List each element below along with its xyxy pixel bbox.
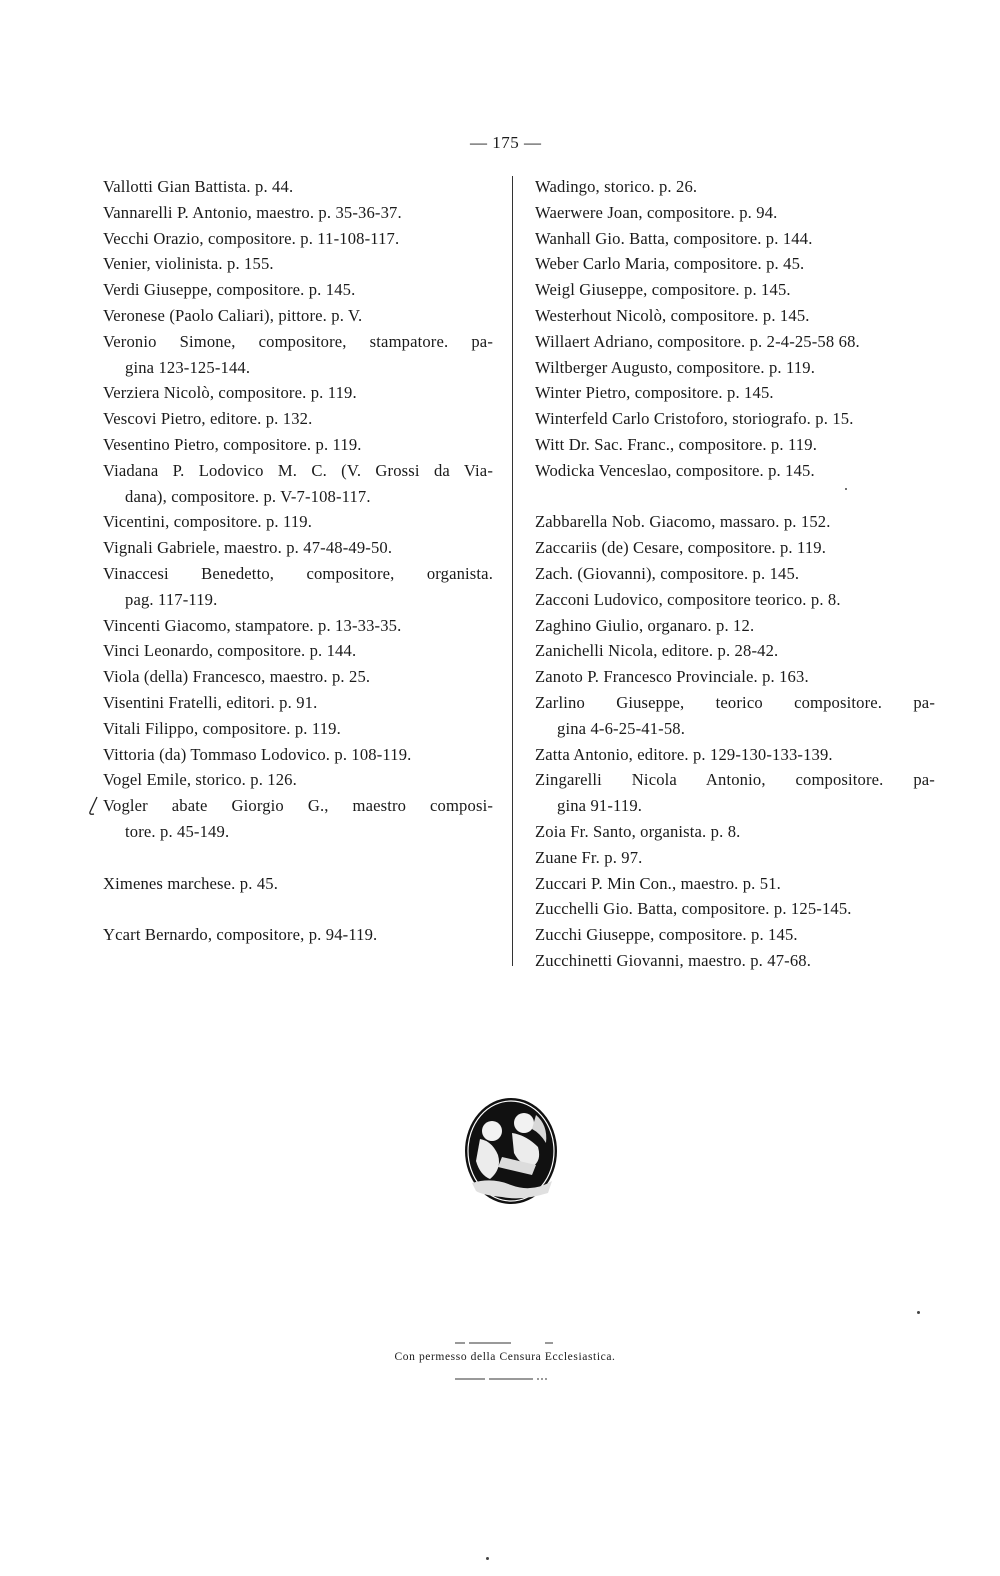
paper-speck bbox=[917, 1311, 920, 1314]
index-entry: Zucchinetti Giovanni, maestro. p. 47-68. bbox=[535, 950, 812, 970]
index-entry-continuation: pag. 117-119. bbox=[125, 589, 218, 609]
index-entry: Wodicka Venceslao, compositore. p. 145. bbox=[535, 460, 815, 480]
index-entry: Zabbarella Nob. Giacomo, massaro. p. 152. bbox=[535, 512, 831, 532]
index-entry: Waerwere Joan, compositore. p. 94. bbox=[535, 202, 778, 222]
index-group-y bbox=[103, 922, 493, 948]
index-entry: Zarlino Giuseppe, teorico compositore. pa- gina 4-6-25-41-58. bbox=[535, 690, 935, 742]
index-entry: Zach. (Giovanni), compositore. p. 145. bbox=[535, 563, 800, 583]
index-entry: Weber Carlo Maria, compositore. p. 45. bbox=[535, 254, 805, 274]
index-entry: Zoia Fr. Santo, organista. p. 8. bbox=[535, 821, 741, 841]
section-gap bbox=[103, 896, 493, 922]
handwritten-correction-mark bbox=[85, 795, 101, 817]
index-entry: Vecchi Orazio, compositore. p. 11-108-117. bbox=[103, 228, 400, 248]
index-entry: Visentini Fratelli, editori. p. 91. bbox=[103, 692, 318, 712]
index-entry: Weigl Giuseppe, compositore. p. 145. bbox=[535, 280, 791, 300]
index-entry: Witt Dr. Sac. Franc., compositore. p. 119. bbox=[535, 434, 817, 454]
index-column-right bbox=[535, 174, 935, 974]
index-entry: Zingarelli Nicola Antonio, compositore. pa- gina 91-119. bbox=[535, 767, 935, 819]
index-entry: Verdi Giuseppe, compositore. p. 145. bbox=[103, 280, 356, 300]
index-entry: Venier, violinista. p. 155. bbox=[103, 254, 274, 274]
index-entry-continuation: dana), compositore. p. V-7-108-117. bbox=[125, 486, 371, 506]
index-entry: Vittoria (da) Tommaso Lodovico. p. 108-119. bbox=[103, 744, 412, 764]
index-entry: Vannarelli P. Antonio, maestro. p. 35-36-37. bbox=[103, 202, 402, 222]
index-entry: Winter Pietro, compositore. p. 145. bbox=[535, 383, 774, 403]
index-group-x bbox=[103, 871, 493, 897]
index-entry: Zaccariis (de) Cesare, compositore. p. 119. bbox=[535, 538, 827, 558]
index-entry: Westerhout Nicolò, compositore. p. 145. bbox=[535, 305, 810, 325]
index-column-left bbox=[103, 174, 493, 948]
index-entry-continuation: tore. p. 45-149. bbox=[125, 821, 230, 841]
index-entry: Zaghino Giulio, organaro. p. 12. bbox=[535, 615, 755, 635]
index-entry: Zuccari P. Min Con., maestro. p. 51. bbox=[535, 873, 781, 893]
index-entry: Zuane Fr. p. 97. bbox=[535, 847, 643, 867]
index-entry: Veronio Simone, compositore, stampatore. pa- gina 123-125-144. bbox=[103, 329, 493, 381]
index-entry: Wadingo, storico. p. 26. bbox=[535, 177, 698, 196]
index-entry-continuation: gina 123-125-144. bbox=[125, 357, 251, 377]
index-entry: Zanichelli Nicola, editore. p. 28-42. bbox=[535, 641, 779, 661]
imprint-line: Con permesso della Censura Ecclesiastica. bbox=[394, 1351, 616, 1363]
index-entry: Wiltberger Augusto, compositore. p. 119. bbox=[535, 357, 816, 377]
index-entry: Viadana P. Lodovico M. C. (V. Grossi da Via- dana), compositore. p. V-7-108-117. bbox=[103, 458, 493, 510]
ornamental-rule-bottom bbox=[455, 1376, 555, 1384]
index-entry: Vinci Leonardo, compositore. p. 144. bbox=[103, 641, 357, 661]
paper-speck bbox=[845, 488, 847, 490]
index-entry: Ximenes marchese. p. 45. bbox=[103, 873, 279, 893]
index-group-z bbox=[535, 509, 935, 973]
index-entry: Ycart Bernardo, compositore, p. 94-119. bbox=[103, 925, 378, 945]
index-entry: Zucchi Giuseppe, compositore. p. 145. bbox=[535, 925, 798, 945]
page-number: — 175 — bbox=[470, 133, 542, 152]
index-entry: Vallotti Gian Battista. p. 44. bbox=[103, 177, 294, 196]
index-entry: Zanoto P. Francesco Provinciale. p. 163. bbox=[535, 667, 809, 687]
index-entry: Vicentini, compositore. p. 119. bbox=[103, 512, 313, 532]
index-entry: Vogler abate Giorgio G., maestro composi- tore. p. 45-149. bbox=[103, 793, 493, 845]
index-entry: Wanhall Gio. Batta, compositore. p. 144. bbox=[535, 228, 813, 248]
cherubs-emblem-icon bbox=[462, 1095, 560, 1207]
index-entry: Willaert Adriano, compositore. p. 2-4-25-58 68. bbox=[535, 331, 860, 351]
index-entry: Zatta Antonio, editore. p. 129-130-133-139. bbox=[535, 744, 833, 764]
index-group-w bbox=[535, 174, 935, 484]
index-entry-continuation: gina 91-119. bbox=[557, 796, 643, 816]
index-entry: Veronese (Paolo Caliari), pittore. p. V. bbox=[103, 305, 363, 325]
paper-speck bbox=[486, 1557, 489, 1560]
ornamental-rule-top bbox=[455, 1337, 555, 1345]
index-entry: Winterfeld Carlo Cristoforo, storiografo. p. 15. bbox=[535, 409, 854, 429]
index-entry: Viola (della) Francesco, maestro. p. 25. bbox=[103, 667, 371, 687]
index-entry: Vitali Filippo, compositore. p. 119. bbox=[103, 718, 341, 738]
index-entry: Vogel Emile, storico. p. 126. bbox=[103, 770, 297, 790]
index-entry: Verziera Nicolò, compositore. p. 119. bbox=[103, 383, 357, 403]
index-entry: Vinaccesi Benedetto, compositore, organista. pag. 117-119. bbox=[103, 561, 493, 613]
index-entry: Vescovi Pietro, editore. p. 132. bbox=[103, 409, 313, 429]
index-entry-continuation: gina 4-6-25-41-58. bbox=[557, 718, 686, 738]
index-entry: Zacconi Ludovico, compositore teorico. p. 8. bbox=[535, 589, 841, 609]
index-entry: Vesentino Pietro, compositore. p. 119. bbox=[103, 434, 362, 454]
section-gap bbox=[535, 484, 935, 510]
section-gap bbox=[103, 845, 493, 871]
index-entry: Zucchelli Gio. Batta, compositore. p. 125-145. bbox=[535, 899, 852, 919]
index-group-v bbox=[103, 174, 493, 845]
column-divider bbox=[512, 176, 513, 966]
index-entry: Vignali Gabriele, maestro. p. 47-48-49-50. bbox=[103, 538, 393, 558]
index-entry: Vincenti Giacomo, stampatore. p. 13-33-35. bbox=[103, 615, 402, 635]
